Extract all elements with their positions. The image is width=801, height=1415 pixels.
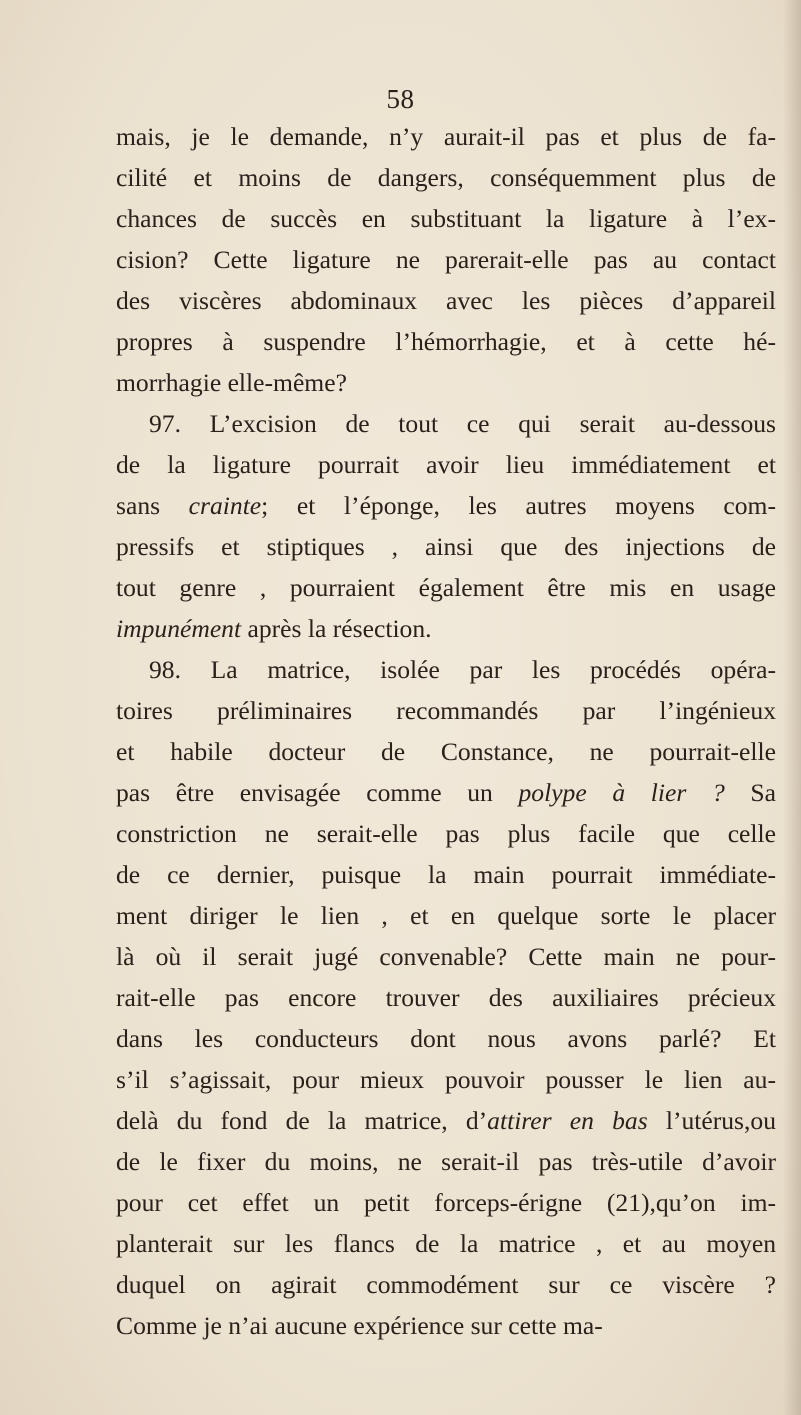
text-line xyxy=(116,321,776,362)
text-line xyxy=(116,772,776,813)
text-line xyxy=(116,239,776,280)
text-line xyxy=(116,1141,776,1182)
text-line xyxy=(116,403,776,444)
text-segment: là où il serait jugé convenable? Cette main ne pour- xyxy=(116,942,776,971)
text-segment: s’il s’agissait, pour mieux pouvoir pousser le lien au- xyxy=(116,1065,776,1094)
text-segment: rait-elle pas encore trouver des auxiliaires précieux xyxy=(116,983,776,1012)
text-line xyxy=(116,608,776,649)
text-line xyxy=(116,1305,776,1346)
text-segment: planterait sur les flancs de la matrice , et au moyen xyxy=(116,1229,776,1258)
text-line xyxy=(116,1100,776,1141)
text-segment: propres à suspendre l’hémorrhagie, et à cette hé- xyxy=(116,327,776,356)
text-line xyxy=(116,936,776,977)
text-line xyxy=(116,649,776,690)
text-segment: morrhagie elle-même? xyxy=(116,368,347,397)
text-segment: de ce dernier, puisque la main pourrait immédiate- xyxy=(116,860,776,889)
text-segment: après la résection. xyxy=(241,614,432,643)
text-segment: tout genre , pourraient également être mis en usage xyxy=(116,573,776,602)
text-line xyxy=(116,1018,776,1059)
text-segment: pressifs et stiptiques , ainsi que des injections de xyxy=(116,532,776,561)
text-segment: constriction ne serait-elle pas plus facile que celle xyxy=(116,819,776,848)
body-text xyxy=(116,116,776,1346)
text-line xyxy=(116,731,776,772)
text-segment: et habile docteur de Constance, ne pourrait-elle xyxy=(116,737,776,766)
text-segment: duquel on agirait commodément sur ce viscère ? xyxy=(116,1270,776,1299)
text-segment: cilité et moins de dangers, conséquemment plus de xyxy=(116,163,776,192)
text-line xyxy=(116,157,776,198)
text-segment: cision? Cette ligature ne parerait-elle pas au contact xyxy=(116,245,776,274)
text-segment: dans les conducteurs dont nous avons parlé? Et xyxy=(116,1024,776,1053)
text-line xyxy=(116,977,776,1018)
text-line xyxy=(116,198,776,239)
text-line xyxy=(116,444,776,485)
text-line xyxy=(116,526,776,567)
text-segment: sans xyxy=(116,491,189,520)
text-segment: des viscères abdominaux avec les pièces d’appareil xyxy=(116,286,776,315)
text-line xyxy=(116,1182,776,1223)
text-segment: mais, je le demande, n’y aurait-il pas et plus de fa- xyxy=(116,122,776,151)
text-line xyxy=(116,280,776,321)
text-segment: chances de succès en substituant la ligature à l’ex- xyxy=(116,204,776,233)
text-segment: ment diriger le lien , et en quelque sorte le placer xyxy=(116,901,776,930)
italic-text: crainte xyxy=(188,491,262,520)
text-line xyxy=(116,1264,776,1305)
text-segment: de la ligature pourrait avoir lieu immédiatement et xyxy=(116,450,776,479)
text-line xyxy=(116,1059,776,1100)
text-segment: de le fixer du moins, ne serait-il pas très-utile d’avoir xyxy=(116,1147,776,1176)
text-segment: delà du fond de la matrice, d’ xyxy=(116,1106,488,1135)
page-edge-shadow xyxy=(783,0,801,1415)
text-segment: toires préliminaires recommandés par l’ingénieux xyxy=(116,696,776,725)
text-line xyxy=(116,567,776,608)
text-line xyxy=(116,1223,776,1264)
text-segment: Sa xyxy=(724,778,776,807)
text-segment: pas être envisagée comme un xyxy=(116,778,519,807)
text-line xyxy=(116,485,776,526)
text-line xyxy=(116,854,776,895)
text-line xyxy=(116,813,776,854)
text-line xyxy=(116,895,776,936)
italic-text: polype à lier ? xyxy=(518,778,725,807)
text-line xyxy=(116,362,776,403)
italic-text: impunément xyxy=(116,614,242,643)
text-line xyxy=(116,116,776,157)
italic-text: attirer en bas xyxy=(487,1106,648,1135)
text-segment: l’utérus,ou xyxy=(647,1106,777,1135)
text-segment: Comme je n’ai aucune expérience sur cette ma- xyxy=(116,1311,603,1340)
text-segment: pour cet effet un petit forceps-érigne (21),qu’on im- xyxy=(116,1188,776,1217)
text-line xyxy=(116,690,776,731)
text-segment: 97. L’excision de tout ce qui serait au-dessous xyxy=(149,409,776,438)
text-segment: ; et l’éponge, les autres moyens com- xyxy=(261,491,776,520)
text-segment: 98. La matrice, isolée par les procédés opéra- xyxy=(149,655,776,684)
page-number: 58 xyxy=(386,84,415,114)
